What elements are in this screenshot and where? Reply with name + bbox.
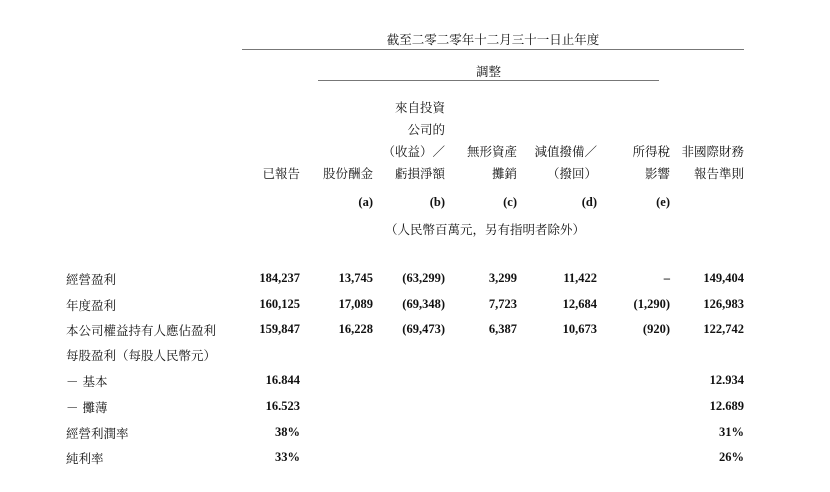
table-cell-reported: 38% [275,425,300,439]
table-cell-nonifrs: 149,404 [703,271,744,285]
table-cell-investee: (69,473) [402,322,445,336]
column-header-investee: （收益）／ [382,144,445,159]
table-cell-nonifrs: 126,983 [703,297,744,311]
table-cell-investee: (69,348) [402,297,445,311]
row-label: 年度盈利 [66,298,117,313]
column-header-impair: （撥回） [546,166,597,181]
row-label: 每股盈利（每股人民幣元） [66,348,217,363]
table-cell-tax: (1,290) [633,297,670,311]
table-cell-impair: 11,422 [563,271,597,285]
adjustments-header: 調整 [475,64,501,79]
row-label: － 基本 [66,374,108,389]
column-header-nonifrs: 報告準則 [693,166,744,181]
row-label: 經營盈利 [66,272,117,287]
table-cell-investee: (63,299) [402,271,445,285]
column-header-nonifrs: 非國際財務 [681,144,744,159]
table-cell-share_comp: 13,745 [338,271,373,285]
table-cell-reported: 159,847 [259,322,300,336]
unit-note: （人民幣百萬元，另有指明者除外） [385,222,586,237]
table-cell-nonifrs: 31% [719,425,744,439]
table-cell-reported: 184,237 [259,271,300,285]
table-cell-amort: 6,387 [488,322,517,336]
table-cell-reported: 16.523 [265,399,300,413]
table-cell-nonifrs: 122,742 [703,322,744,336]
row-label: 經營利潤率 [66,426,129,441]
table-cell-tax: – [663,271,670,285]
column-header-amort: 無形資產 [466,144,517,159]
column-letter-tax: (e) [656,195,670,209]
column-header-tax: 影響 [644,166,670,181]
table-cell-tax: (920) [642,322,670,336]
column-header-tax: 所得稅 [632,144,670,159]
column-letter-investee: (b) [429,195,445,209]
adjustments-rule [318,80,659,81]
table-cell-nonifrs: 12.934 [709,373,744,387]
table-cell-share_comp: 17,089 [338,297,373,311]
column-header-investee: 公司的 [407,122,445,137]
table-cell-impair: 10,673 [562,322,597,336]
row-label: － 攤薄 [66,400,108,415]
column-header-amort: 攤銷 [491,166,517,181]
table-cell-reported: 16.844 [265,373,300,387]
column-header-share_comp: 股份酬金 [322,166,373,181]
period-header: 截至二零二零年十二月三十一日止年度 [386,32,600,47]
column-letter-share_comp: (a) [358,195,373,209]
column-header-impair: 減值撥備／ [534,144,597,159]
period-rule [242,49,744,50]
table-cell-reported: 33% [275,450,300,464]
table-cell-nonifrs: 12.689 [709,399,744,413]
table-cell-share_comp: 16,228 [338,322,373,336]
table-cell-amort: 3,299 [488,271,517,285]
column-header-investee: 虧損淨額 [394,166,445,181]
column-header-reported: 已報告 [262,166,300,181]
row-label: 純利率 [66,451,104,466]
table-cell-nonifrs: 26% [719,450,744,464]
table-cell-reported: 160,125 [259,297,300,311]
table-cell-amort: 7,723 [488,297,517,311]
column-letter-amort: (c) [503,195,517,209]
table-cell-impair: 12,684 [562,297,597,311]
column-letter-impair: (d) [581,195,597,209]
row-label: 本公司權益持有人應佔盈利 [66,323,217,338]
column-header-investee: 來自投資 [394,100,445,115]
